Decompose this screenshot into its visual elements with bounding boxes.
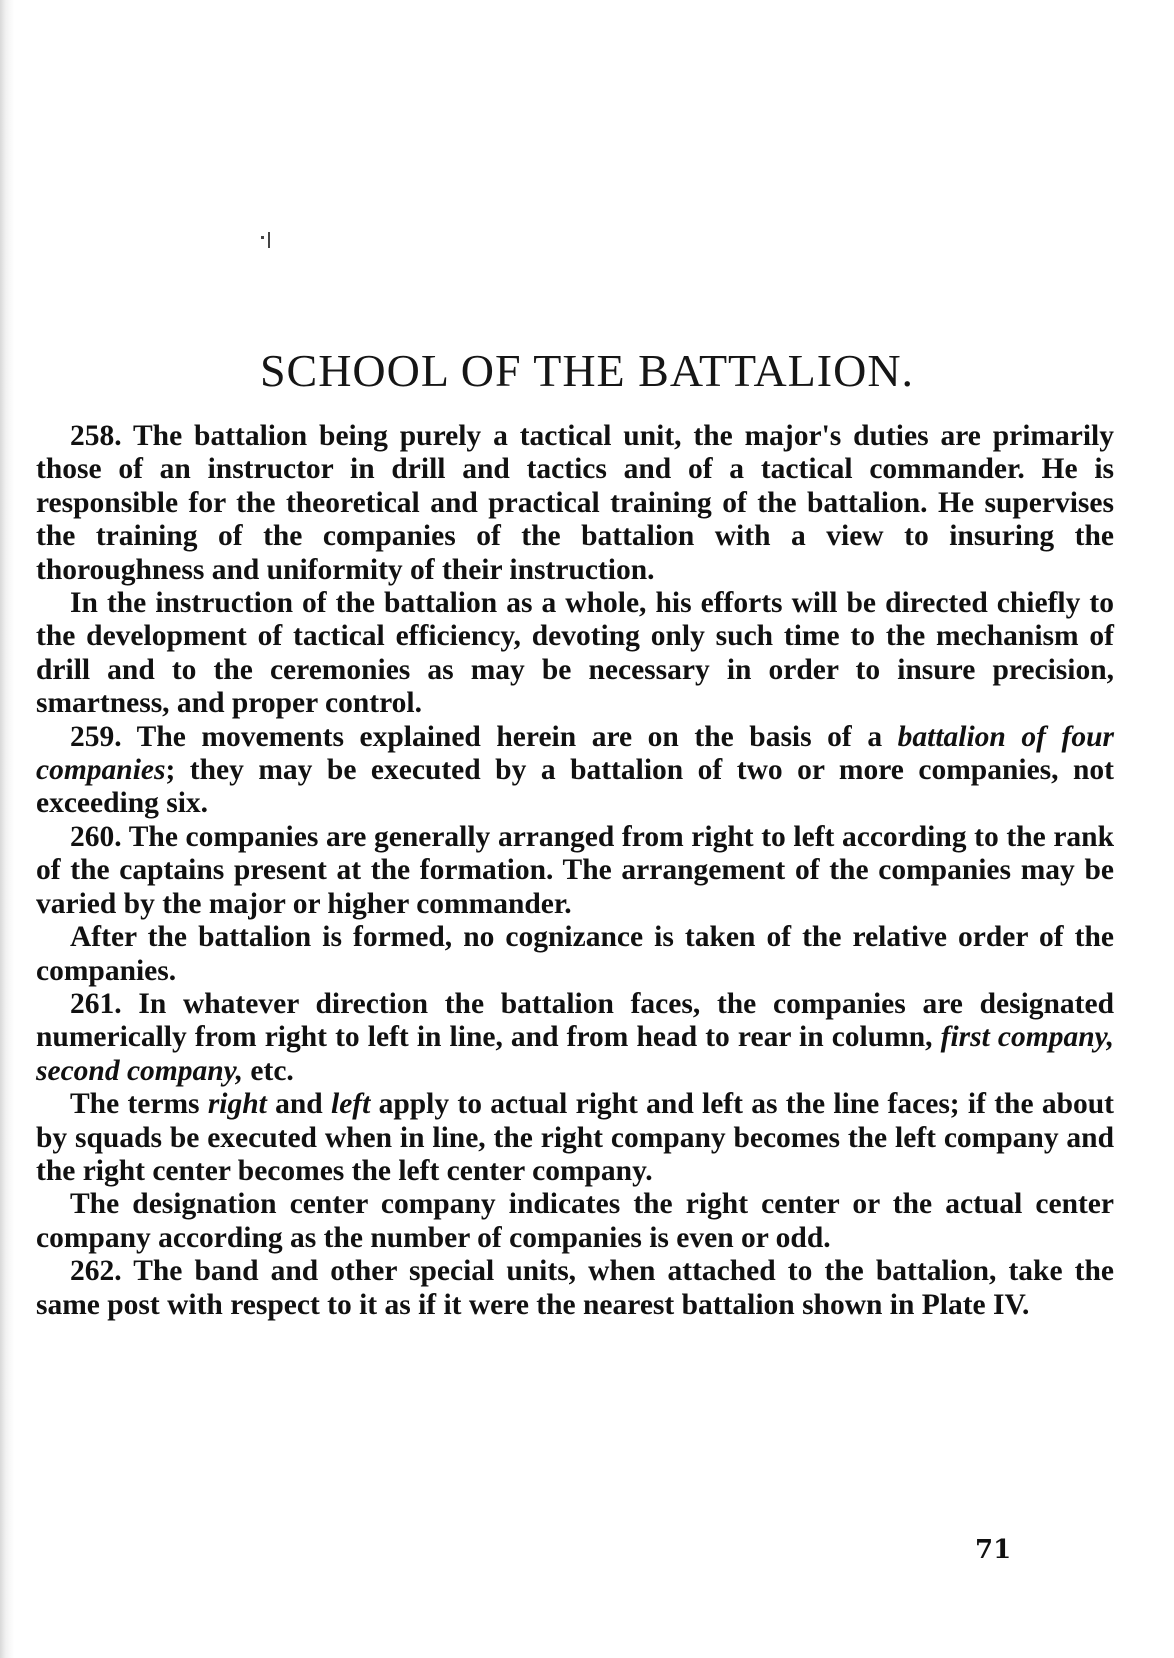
- paragraph-text: The movements explained herein are on the basis of a: [136, 720, 898, 753]
- paragraph-259: [36, 721, 1114, 821]
- paragraph-text: After the battalion is formed, no cognizance is taken of the relative order of the companies.: [36, 921, 1114, 987]
- paragraph-number: 260.: [70, 820, 122, 853]
- paragraph-number: 259.: [70, 720, 122, 753]
- paragraph-text: The terms: [70, 1088, 208, 1121]
- paragraph-258-continued: [36, 587, 1114, 721]
- page-body: [36, 420, 1114, 1322]
- paragraph-italic-text: battalion of four companies: [36, 720, 1114, 787]
- paragraph-261: [36, 988, 1114, 1088]
- page-number: 71: [975, 1535, 1012, 1565]
- paragraph-number: 261.: [70, 987, 122, 1020]
- paragraph-text: and: [266, 1088, 332, 1121]
- paragraph-261-designation: [36, 1188, 1114, 1255]
- paragraph-260-continued: [36, 921, 1114, 988]
- paragraph-number: 262.: [70, 1255, 122, 1288]
- paragraph-text: etc.: [243, 1054, 294, 1087]
- paragraph-italic-text: left: [331, 1088, 371, 1121]
- paragraph-text: The companies are generally arranged from right to left according to the rank of the captains present at the formation. The arrangement of the companies may be varied by the major or higher commander.: [36, 820, 1114, 920]
- scan-mark: [268, 232, 270, 248]
- page-left-edge: [0, 0, 14, 1658]
- paragraph-text: The band and other special units, when attached to the battalion, take the same post with respect to it as if it were the nearest battalion shown in Plate IV.: [36, 1255, 1114, 1321]
- paragraph-text: The designation center company indicates the right center or the actual center company according as the number of companies is even or odd.: [36, 1188, 1114, 1254]
- paragraph-text: ; they may be executed by a battalion of two or more companies, not exceeding six.: [36, 754, 1114, 820]
- paragraph-260: [36, 821, 1114, 921]
- paragraph-text: In the instruction of the battalion as a whole, his efforts will be directed chiefly to the development of tactical efficiency, devoting only such time to the mechanism of drill and to the ceremonies as may be necessary in order to insure precision, smartness, and proper control.: [36, 587, 1114, 720]
- paragraph-text: In whatever direction the battalion faces, the companies are designated numerically from right to left in line, and from head to rear in column,: [36, 987, 1115, 1054]
- paragraph-italic-text: first company, second company,: [36, 1021, 1115, 1087]
- paragraph-number: 258.: [70, 420, 122, 452]
- paragraph-text: apply to actual right and left as the line faces; if the about by squads be executed when in line, the right company becomes the left company and the right center becomes the left center company.: [36, 1088, 1114, 1187]
- paragraph-261-continued: [36, 1088, 1114, 1188]
- paragraph-262: [36, 1255, 1114, 1322]
- scan-mark: [261, 236, 264, 239]
- paragraph-text: The battalion being purely a tactical unit, the major's duties are primarily those of an instructor in drill and tactics and of a tactical commander. He is responsible for the theoretical and practical training of the battalion. He supervises the training of the companies of the battalion with a view to insuring the thoroughness and uniformity of their instruction.: [36, 420, 1114, 586]
- paragraph-italic-text: right: [207, 1088, 267, 1121]
- page-title: SCHOOL OF THE BATTALION.: [259, 345, 915, 396]
- paragraph-258: [36, 420, 1114, 587]
